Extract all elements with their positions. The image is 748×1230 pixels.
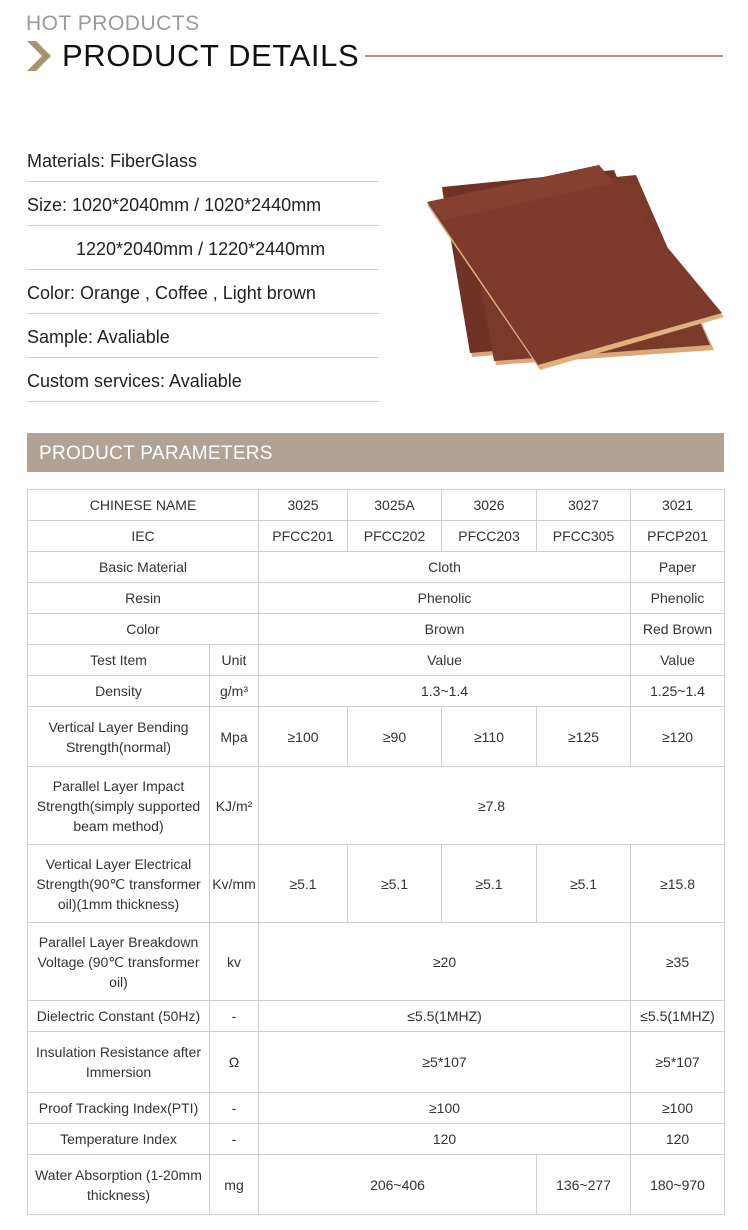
table-cell: KJ/m² (210, 767, 259, 845)
table-cell: 1.25~1.4 (631, 676, 725, 707)
table-row (28, 1093, 725, 1124)
title-divider (365, 55, 723, 57)
table-cell: - (210, 1093, 259, 1124)
table-row (28, 923, 725, 1001)
table-row (28, 552, 725, 583)
table-cell: Kv/mm (210, 845, 259, 923)
detail-materials: Materials: FiberGlass (27, 138, 379, 182)
parameters-table (27, 489, 725, 1215)
table-row (28, 707, 725, 767)
detail-size-2: 1220*2040mm / 1220*2440mm (27, 226, 379, 270)
table-cell: Value (259, 645, 631, 676)
table-row (28, 845, 725, 923)
table-cell: kv (210, 923, 259, 1001)
table-cell: ≥100 (259, 707, 348, 767)
table-cell: Water Absorption (1-20mm thickness) (28, 1155, 210, 1215)
table-cell: Cloth (259, 552, 631, 583)
table-cell: Ω (210, 1032, 259, 1093)
table-cell: ≥5*107 (631, 1032, 725, 1093)
table-cell: ≥100 (259, 1093, 631, 1124)
table-row (28, 1032, 725, 1093)
table-cell: PFCP201 (631, 521, 725, 552)
table-cell: Resin (28, 583, 259, 614)
table-cell: 136~277 (537, 1155, 631, 1215)
table-cell: CHINESE NAME (28, 490, 259, 521)
table-cell: ≤5.5(1MHZ) (631, 1001, 725, 1032)
table-cell: ≥20 (259, 923, 631, 1001)
table-cell: Insulation Resistance after Immersion (28, 1032, 210, 1093)
table-cell: 3025A (348, 490, 442, 521)
table-cell: Phenolic (259, 583, 631, 614)
table-row (28, 490, 725, 521)
table-cell: mg (210, 1155, 259, 1215)
table-cell: Density (28, 676, 210, 707)
table-row (28, 676, 725, 707)
table-row (28, 1155, 725, 1215)
table-cell: PFCC202 (348, 521, 442, 552)
table-cell: PFCC201 (259, 521, 348, 552)
table-row (28, 1001, 725, 1032)
page-title: PRODUCT DETAILS (62, 38, 360, 73)
product-photo (424, 165, 726, 375)
table-cell: ≥125 (537, 707, 631, 767)
table-cell: Parallel Layer Breakdown Voltage (90℃ transformer oil) (28, 923, 210, 1001)
table-row (28, 645, 725, 676)
table-cell: ≥90 (348, 707, 442, 767)
table-cell: ≥100 (631, 1093, 725, 1124)
chevron-right-icon (27, 41, 51, 71)
table-cell: ≥5.1 (259, 845, 348, 923)
detail-sample: Sample: Avaliable (27, 314, 379, 358)
table-cell: - (210, 1001, 259, 1032)
table-cell: ≥110 (442, 707, 537, 767)
product-details-list (27, 138, 379, 402)
table-cell: Parallel Layer Impact Strength(simply supported beam method) (28, 767, 210, 845)
table-cell: Red Brown (631, 614, 725, 645)
table-cell: 3026 (442, 490, 537, 521)
table-cell: ≥15.8 (631, 845, 725, 923)
table-cell: Vertical Layer Bending Strength(normal) (28, 707, 210, 767)
hot-products-label: HOT PRODUCTS (26, 12, 200, 35)
table-cell: ≥7.8 (259, 767, 725, 845)
table-cell: Vertical Layer Electrical Strength(90℃ transformer oil)(1mm thickness) (28, 845, 210, 923)
parameters-title: PRODUCT PARAMETERS (39, 443, 273, 464)
table-row (28, 767, 725, 845)
table-cell: ≥5.1 (348, 845, 442, 923)
table-row (28, 614, 725, 645)
table-cell: 3025 (259, 490, 348, 521)
table-cell: Test Item (28, 645, 210, 676)
table-cell: Basic Material (28, 552, 259, 583)
table-cell: 1.3~1.4 (259, 676, 631, 707)
table-cell: Value (631, 645, 725, 676)
table-cell: Phenolic (631, 583, 725, 614)
table-cell: 3021 (631, 490, 725, 521)
table-cell: Dielectric Constant (50Hz) (28, 1001, 210, 1032)
table-cell: Brown (259, 614, 631, 645)
table-cell: 3027 (537, 490, 631, 521)
table-row (28, 1124, 725, 1155)
table-cell: Color (28, 614, 259, 645)
table-cell: PFCC203 (442, 521, 537, 552)
table-cell: g/m³ (210, 676, 259, 707)
table-cell: IEC (28, 521, 259, 552)
table-cell: ≥5.1 (442, 845, 537, 923)
table-cell: 206~406 (259, 1155, 537, 1215)
table-cell: ≥120 (631, 707, 725, 767)
table-cell: 120 (631, 1124, 725, 1155)
table-cell: Proof Tracking Index(PTI) (28, 1093, 210, 1124)
table-cell: Mpa (210, 707, 259, 767)
table-row (28, 521, 725, 552)
table-cell: 180~970 (631, 1155, 725, 1215)
table-row (28, 583, 725, 614)
table-cell: ≥5.1 (537, 845, 631, 923)
detail-custom-services: Custom services: Avaliable (27, 358, 379, 402)
table-cell: PFCC305 (537, 521, 631, 552)
table-cell: ≥5*107 (259, 1032, 631, 1093)
table-cell: Paper (631, 552, 725, 583)
detail-color: Color: Orange , Coffee , Light brown (27, 270, 379, 314)
table-cell: ≤5.5(1MHZ) (259, 1001, 631, 1032)
table-cell: Unit (210, 645, 259, 676)
table-cell: Temperature Index (28, 1124, 210, 1155)
parameters-banner (27, 433, 724, 472)
table-cell: ≥35 (631, 923, 725, 1001)
detail-size: Size: 1020*2040mm / 1020*2440mm (27, 182, 379, 226)
table-cell: 120 (259, 1124, 631, 1155)
table-cell: - (210, 1124, 259, 1155)
